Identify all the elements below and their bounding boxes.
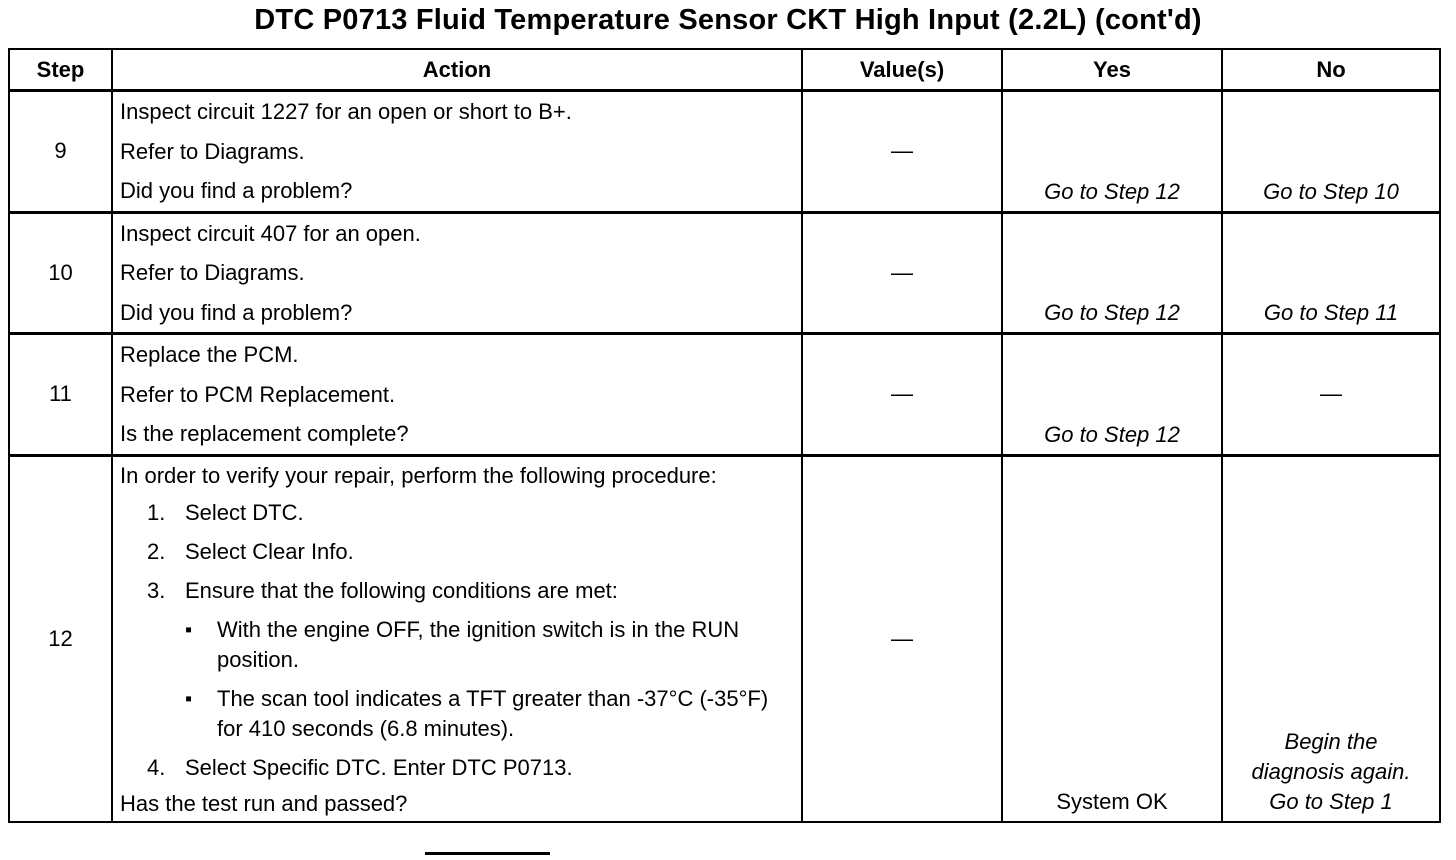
- table-row-step-12: [9, 455, 1440, 822]
- table-row-step-9: [9, 91, 1440, 213]
- step-number: 9: [9, 91, 112, 213]
- item-text: Select Specific DTC. Enter DTC P0713.: [185, 754, 573, 780]
- yes-cell: [1002, 91, 1222, 213]
- action-cell: [112, 212, 802, 334]
- step-number: 12: [9, 455, 112, 822]
- no-cell: [1222, 212, 1440, 334]
- no-cell: [1222, 91, 1440, 213]
- procedure-item: [120, 571, 797, 610]
- bullet-icon: ▪: [185, 618, 193, 641]
- action-line: Inspect circuit 1227 for an open or short to B+.: [120, 99, 572, 124]
- action-line: Refer to Diagrams.: [120, 260, 305, 285]
- procedure-item: [120, 748, 797, 787]
- item-number: 2.: [147, 538, 166, 564]
- yes-cell: [1002, 212, 1222, 334]
- item-number: 4.: [147, 754, 166, 780]
- table-row-step-11: [9, 334, 1440, 456]
- action-intro: In order to verify your repair, perform the following procedure:: [120, 462, 717, 488]
- step-number: 10: [9, 212, 112, 334]
- action-line: Refer to PCM Replacement.: [120, 381, 396, 407]
- action-cell: [112, 455, 802, 822]
- action-line: Is the replacement complete?: [120, 421, 409, 446]
- item-number: 1.: [147, 499, 166, 525]
- item-number: 3.: [147, 577, 166, 603]
- no-answer: Go to Step 11: [1263, 300, 1399, 325]
- action-line: Did you find a problem?: [120, 178, 353, 203]
- value-cell: —: [802, 455, 1002, 822]
- no-answer: Go to Step 10: [1263, 178, 1399, 204]
- procedure-item: [120, 532, 797, 571]
- action-cell: [112, 334, 802, 456]
- action-line: Did you find a problem?: [120, 299, 353, 325]
- header-values: Value(s): [802, 49, 1002, 91]
- header-action: Action: [112, 49, 802, 91]
- yes-cell: [1002, 334, 1222, 456]
- action-cell: [112, 91, 802, 213]
- header-no: No: [1222, 49, 1440, 91]
- action-line: Replace the PCM.: [120, 342, 299, 367]
- item-text: Select Clear Info.: [185, 538, 354, 564]
- no-cell: —: [1222, 334, 1440, 456]
- final-question: Has the test run and passed?: [120, 790, 408, 816]
- scan-artifact-line: [425, 852, 550, 855]
- bullet-text: With the engine OFF, the ignition switch is in the RUN position.: [217, 616, 740, 672]
- yes-answer: System OK: [1056, 788, 1168, 814]
- value-cell: —: [802, 334, 1002, 456]
- condition-bullet: [120, 679, 797, 748]
- diagnostic-table: [8, 48, 1441, 823]
- header-yes: Yes: [1002, 49, 1222, 91]
- item-text: Ensure that the following conditions are met:: [185, 577, 618, 603]
- header-step: Step: [9, 49, 112, 91]
- no-cell: [1222, 455, 1440, 822]
- yes-answer: Go to Step 12: [1044, 300, 1180, 325]
- page-title: DTC P0713 Fluid Temperature Sensor CKT High Input (2.2L) (cont'd): [254, 4, 1202, 36]
- item-text: Select DTC.: [185, 499, 304, 525]
- yes-answer: Go to Step 12: [1044, 421, 1180, 447]
- action-line: Refer to Diagrams.: [120, 138, 305, 164]
- procedure-item: [120, 493, 797, 532]
- bullet-text: The scan tool indicates a TFT greater than -37°C (-35°F) for 410 seconds (6.8 minutes).: [217, 685, 769, 741]
- step-number: 11: [9, 334, 112, 456]
- yes-cell: [1002, 455, 1222, 822]
- no-answer-line: diagnosis again.: [1251, 758, 1411, 784]
- no-answer-line: Begin the: [1284, 728, 1378, 754]
- value-cell: —: [802, 91, 1002, 213]
- yes-answer: Go to Step 12: [1044, 178, 1180, 204]
- bullet-icon: ▪: [185, 687, 193, 710]
- no-answer-line: Go to Step 1: [1269, 788, 1393, 814]
- table-row-step-10: [9, 212, 1440, 334]
- condition-bullet: [120, 610, 797, 679]
- table-header-row: [9, 49, 1440, 91]
- value-cell: —: [802, 212, 1002, 334]
- action-line: Inspect circuit 407 for an open.: [120, 220, 421, 246]
